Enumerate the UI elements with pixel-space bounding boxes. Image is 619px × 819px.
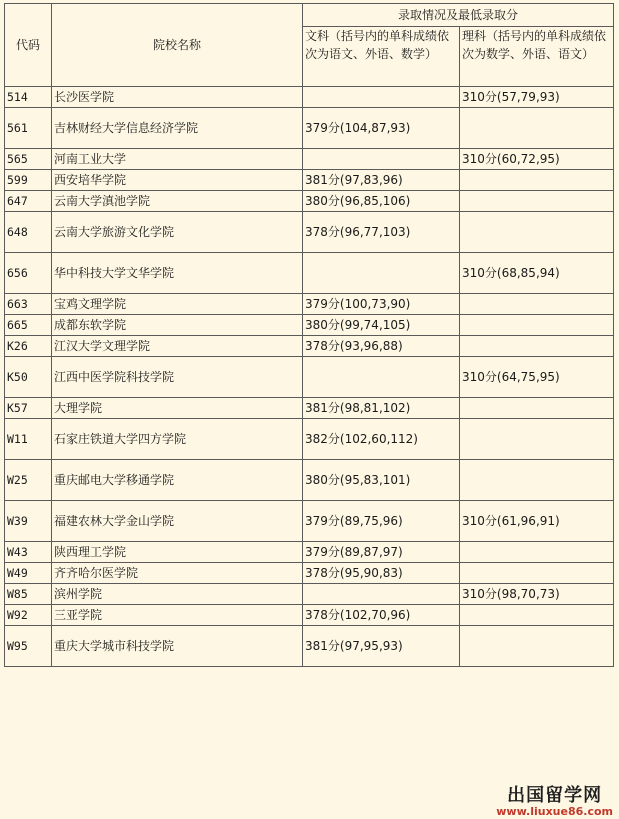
science-score-cell xyxy=(460,315,614,336)
code-cell: W49 xyxy=(5,563,52,584)
watermark-url: www.liuxue86.com xyxy=(496,805,613,818)
science-score-cell xyxy=(460,626,614,667)
table-row xyxy=(5,149,614,170)
school-name-text: 重庆邮电大学移通学院 xyxy=(54,472,175,487)
table-body xyxy=(5,87,614,667)
school-name-cell: 云南大学滇池学院 xyxy=(52,191,303,212)
table-row xyxy=(5,212,614,253)
code-cell: 647 xyxy=(5,191,52,212)
school-name-cell xyxy=(52,253,303,294)
arts-score-cell: 380分(96,85,106) xyxy=(303,191,460,212)
watermark-title: 出国留学网 xyxy=(507,785,603,806)
science-score-cell: 310分(68,85,94) xyxy=(460,253,614,294)
arts-score-cell: 380分(99,74,105) xyxy=(303,315,460,336)
code-cell: 663 xyxy=(5,294,52,315)
school-name-cell xyxy=(52,357,303,398)
arts-score-cell: 382分(102,60,112) xyxy=(303,419,460,460)
school-name-text: 华中科技大学文华学院 xyxy=(54,265,175,280)
site-watermark xyxy=(496,787,613,817)
arts-score-cell xyxy=(303,149,460,170)
arts-score-cell: 381分(98,81,102) xyxy=(303,398,460,419)
science-score-cell: 310分(60,72,95) xyxy=(460,149,614,170)
table-row xyxy=(5,170,614,191)
school-name-cell: 三亚学院 xyxy=(52,605,303,626)
school-name-text: 云南大学旅游文化学院 xyxy=(54,224,175,239)
table-row xyxy=(5,584,614,605)
school-name-text: 石家庄铁道大学四方学院 xyxy=(54,431,187,446)
science-score-cell xyxy=(460,294,614,315)
science-score-cell xyxy=(460,542,614,563)
table-row xyxy=(5,357,614,398)
school-name-cell: 齐齐哈尔医学院 xyxy=(52,563,303,584)
arts-score-cell: 378分(96,77,103) xyxy=(303,212,460,253)
science-score-cell xyxy=(460,191,614,212)
school-name-cell: 陕西理工学院 xyxy=(52,542,303,563)
code-cell: 565 xyxy=(5,149,52,170)
arts-score-cell: 380分(95,83,101) xyxy=(303,460,460,501)
code-cell: W95 xyxy=(5,626,52,667)
school-name-cell: 大理学院 xyxy=(52,398,303,419)
arts-score-cell xyxy=(303,253,460,294)
table-row xyxy=(5,108,614,149)
code-cell: 514 xyxy=(5,87,52,108)
school-name-cell xyxy=(52,419,303,460)
school-name-text: 吉林财经大学信息经济学院 xyxy=(54,120,199,135)
arts-score-cell xyxy=(303,584,460,605)
table-row xyxy=(5,191,614,212)
table-row xyxy=(5,563,614,584)
header-group: 录取情况及最低录取分 xyxy=(303,4,614,27)
code-cell: W11 xyxy=(5,419,52,460)
code-cell: W25 xyxy=(5,460,52,501)
table-row xyxy=(5,501,614,542)
code-cell: 648 xyxy=(5,212,52,253)
school-name-text: 福建农林大学金山学院 xyxy=(54,513,175,528)
table-row xyxy=(5,626,614,667)
school-name-cell xyxy=(52,212,303,253)
science-score-cell xyxy=(460,460,614,501)
arts-score-cell: 378分(102,70,96) xyxy=(303,605,460,626)
arts-score-cell: 379分(89,75,96) xyxy=(303,501,460,542)
arts-score-cell: 379分(100,73,90) xyxy=(303,294,460,315)
header-name: 院校名称 xyxy=(52,4,303,87)
science-score-cell: 310分(61,96,91) xyxy=(460,501,614,542)
arts-score-cell xyxy=(303,87,460,108)
school-name-cell: 西安培华学院 xyxy=(52,170,303,191)
code-cell: 561 xyxy=(5,108,52,149)
school-name-cell: 河南工业大学 xyxy=(52,149,303,170)
arts-score-cell: 378分(93,96,88) xyxy=(303,336,460,357)
science-score-cell xyxy=(460,605,614,626)
school-name-cell xyxy=(52,460,303,501)
science-score-cell: 310分(98,70,73) xyxy=(460,584,614,605)
arts-score-cell xyxy=(303,357,460,398)
school-name-cell: 滨州学院 xyxy=(52,584,303,605)
table-row xyxy=(5,460,614,501)
arts-score-cell: 379分(89,87,97) xyxy=(303,542,460,563)
science-score-cell xyxy=(460,170,614,191)
table-row xyxy=(5,419,614,460)
table-row xyxy=(5,605,614,626)
code-cell: 656 xyxy=(5,253,52,294)
arts-score-cell: 381分(97,83,96) xyxy=(303,170,460,191)
table-row xyxy=(5,294,614,315)
code-cell: W43 xyxy=(5,542,52,563)
code-cell: 665 xyxy=(5,315,52,336)
school-name-cell: 江汉大学文理学院 xyxy=(52,336,303,357)
header-science: 理科（括号内的单科成绩依次为数学、外语、语文） xyxy=(460,27,614,87)
science-score-cell xyxy=(460,563,614,584)
code-cell: K26 xyxy=(5,336,52,357)
science-score-cell xyxy=(460,108,614,149)
science-score-cell xyxy=(460,212,614,253)
admission-table xyxy=(4,3,614,667)
arts-score-cell: 381分(97,95,93) xyxy=(303,626,460,667)
science-score-cell: 310分(57,79,93) xyxy=(460,87,614,108)
school-name-text: 重庆大学城市科技学院 xyxy=(54,638,175,653)
table-row xyxy=(5,336,614,357)
school-name-cell xyxy=(52,626,303,667)
table-row xyxy=(5,315,614,336)
code-cell: W85 xyxy=(5,584,52,605)
science-score-cell: 310分(64,75,95) xyxy=(460,357,614,398)
school-name-cell: 宝鸡文理学院 xyxy=(52,294,303,315)
science-score-cell xyxy=(460,419,614,460)
science-score-cell xyxy=(460,398,614,419)
header-code: 代码 xyxy=(5,4,52,87)
table-row xyxy=(5,542,614,563)
table-row xyxy=(5,87,614,108)
school-name-cell xyxy=(52,108,303,149)
code-cell: 599 xyxy=(5,170,52,191)
school-name-cell: 长沙医学院 xyxy=(52,87,303,108)
code-cell: K50 xyxy=(5,357,52,398)
header-arts: 文科（括号内的单科成绩依次为语文、外语、数学） xyxy=(303,27,460,87)
school-name-cell: 成都东软学院 xyxy=(52,315,303,336)
code-cell: W92 xyxy=(5,605,52,626)
arts-score-cell: 379分(104,87,93) xyxy=(303,108,460,149)
code-cell: K57 xyxy=(5,398,52,419)
table-row xyxy=(5,398,614,419)
table-row xyxy=(5,253,614,294)
arts-score-cell: 378分(95,90,83) xyxy=(303,563,460,584)
school-name-cell xyxy=(52,501,303,542)
science-score-cell xyxy=(460,336,614,357)
code-cell: W39 xyxy=(5,501,52,542)
school-name-text: 江西中医学院科技学院 xyxy=(54,369,175,384)
